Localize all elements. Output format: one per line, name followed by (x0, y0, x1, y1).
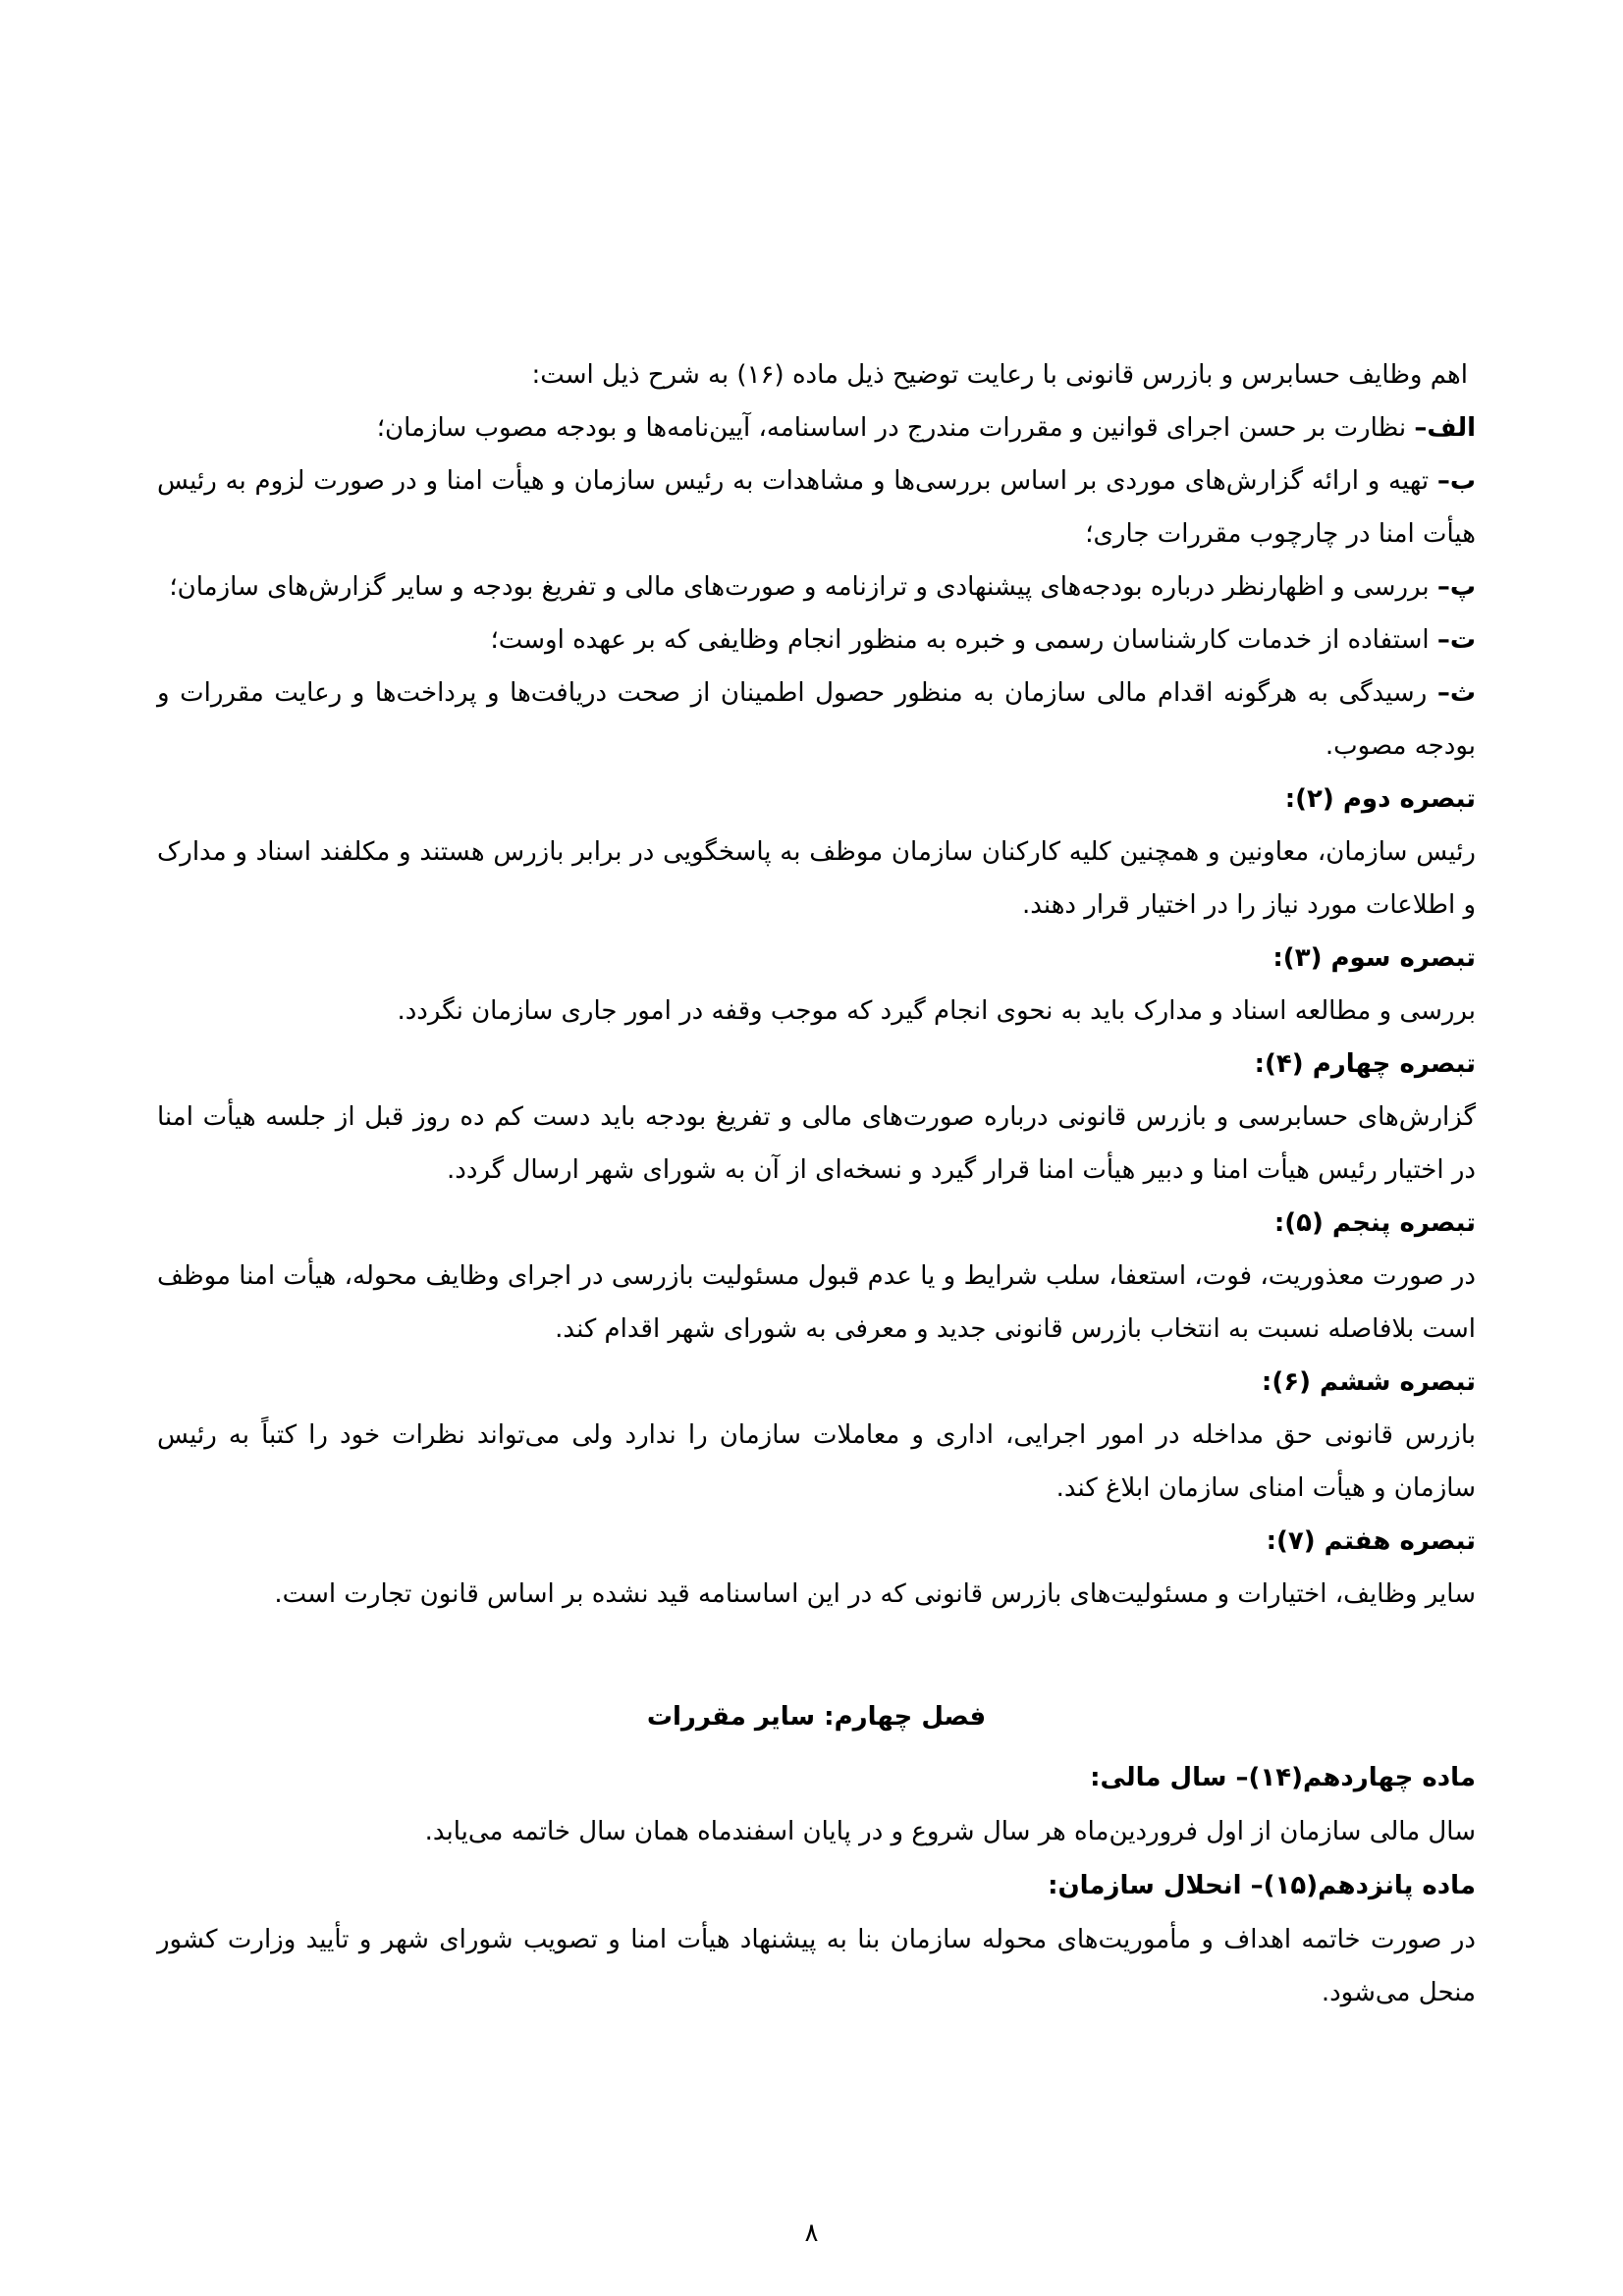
note-7-title: تبصره هفتم (۷): (1266, 1526, 1476, 1556)
item-text: استفاده از خدمات کارشناسان رسمی و خبره به منظور انجام وظایفی که بر عهده اوست؛ (490, 625, 1437, 655)
item-label: ب– (1436, 466, 1476, 496)
item-be (157, 454, 1476, 561)
note-2-text: رئیس سازمان، معاونین و همچنین کلیه کارکنان سازمان موظف به پاسخگویی در برابر بازرس هستند و مکلفند اسناد و مدارک و اطلاعات مورد نیاز را در اختیار قرار دهند. (157, 837, 1476, 920)
article-15-text: در صورت خاتمه اهداف و مأموریت‌های محوله سازمان بنا به پیشنهاد هیأت امنا و تصویب شورای شهر و تأیید وزارت کشور منحل می‌شود. (157, 1925, 1476, 2007)
item-text: رسیدگی به هرگونه اقدام مالی سازمان به منظور حصول اطمینان از صحت دریافت‌ها و پرداخت‌ها و رعایت مقررات و بودجه مصوب. (157, 678, 1476, 761)
note-5-text: در صورت معذوریت، فوت، استعفا، سلب شرایط و یا عدم قبول مسئولیت بازرسی در اجرای وظایف محوله، هیأت امنا موظف است بلافاصله نسبت به انتخاب بازرس قانونی جدید و معرفی به شورای شهر اقدام کند. (157, 1261, 1476, 1344)
item-te (157, 614, 1476, 667)
article-15-title: ماده پانزدهم(۱۵)– انحلال سازمان: (1048, 1871, 1476, 1900)
note-6-title: تبصره ششم (۶): (1261, 1367, 1476, 1397)
document-page (157, 348, 1476, 2019)
intro-paragraph: اهم وظایف حسابرس و بازرس قانونی با رعایت توضیح ذیل ماده (۱۶) به شرح ذیل است: (531, 360, 1468, 390)
note-4-text: گزارش‌های حسابرسی و بازرس قانونی درباره صورت‌های مالی و تفریغ بودجه باید دست کم ده روز قبل از جلسه هیأت امنا در اختیار رئیس هیأت امنا و دبیر هیأت امنا قرار گیرد و نسخه‌ای از آن به شورای شهر ارسال گردد. (157, 1102, 1476, 1185)
note-6-text: بازرس قانونی حق مداخله در امور اجرایی، اداری و معاملات سازمان را ندارد ولی می‌تواند نظرات خود را کتباً به رئیس سازمان و هیأت امنای سازمان ابلاغ کند. (157, 1420, 1476, 1503)
chapter-title: فصل چهارم: سایر مقررات (646, 1702, 987, 1732)
note-5-title: تبصره پنجم (۵): (1273, 1208, 1476, 1238)
note-2-title: تبصره دوم (۲): (1284, 784, 1476, 814)
article-14-title: ماده چهاردهم(۱۴)– سال مالی: (1090, 1763, 1476, 1792)
item-pe (157, 561, 1476, 614)
item-label: پ– (1436, 572, 1476, 602)
article-14-text: سال مالی سازمان از اول فروردین‌ماه هر سال شروع و در پایان اسفندماه همان سال خاتمه می‌یابد. (424, 1817, 1476, 1846)
item-text: نظارت بر حسن اجرای قوانین و مقررات مندرج در اساسنامه، آیین‌نامه‌ها و بودجه مصوب سازمان؛ (376, 413, 1415, 443)
note-3-text: بررسی و مطالعه اسناد و مدارک باید به نحوی انجام گیرد که موجب وقفه در امور جاری سازمان نگردد. (397, 996, 1476, 1026)
page-number: ۸ (804, 2218, 819, 2248)
note-7-text: سایر وظایف، اختیارات و مسئولیت‌های بازرس قانونی که در این اساسنامه قید نشده بر اساس قانون تجارت است. (274, 1579, 1476, 1609)
note-3-title: تبصره سوم (۳): (1272, 943, 1476, 973)
note-4-title: تبصره چهارم (۴): (1254, 1049, 1476, 1079)
item-alef (157, 401, 1476, 454)
item-se (157, 667, 1476, 773)
item-text: تهیه و ارائه گزارش‌های موردی بر اساس بررسی‌ها و مشاهدات به رئیس سازمان و هیأت امنا و در صورت لزوم به رئیس هیأت امنا در چارچوب مقررات جاری؛ (157, 466, 1476, 549)
item-label: الف– (1414, 413, 1476, 443)
item-label: ت– (1436, 625, 1476, 655)
item-text: بررسی و اظهارنظر درباره بودجه‌های پیشنهادی و ترازنامه و صورت‌های مالی و تفریغ بودجه و سایر گزارش‌های سازمان؛ (169, 572, 1437, 602)
item-label: ث– (1436, 678, 1476, 708)
